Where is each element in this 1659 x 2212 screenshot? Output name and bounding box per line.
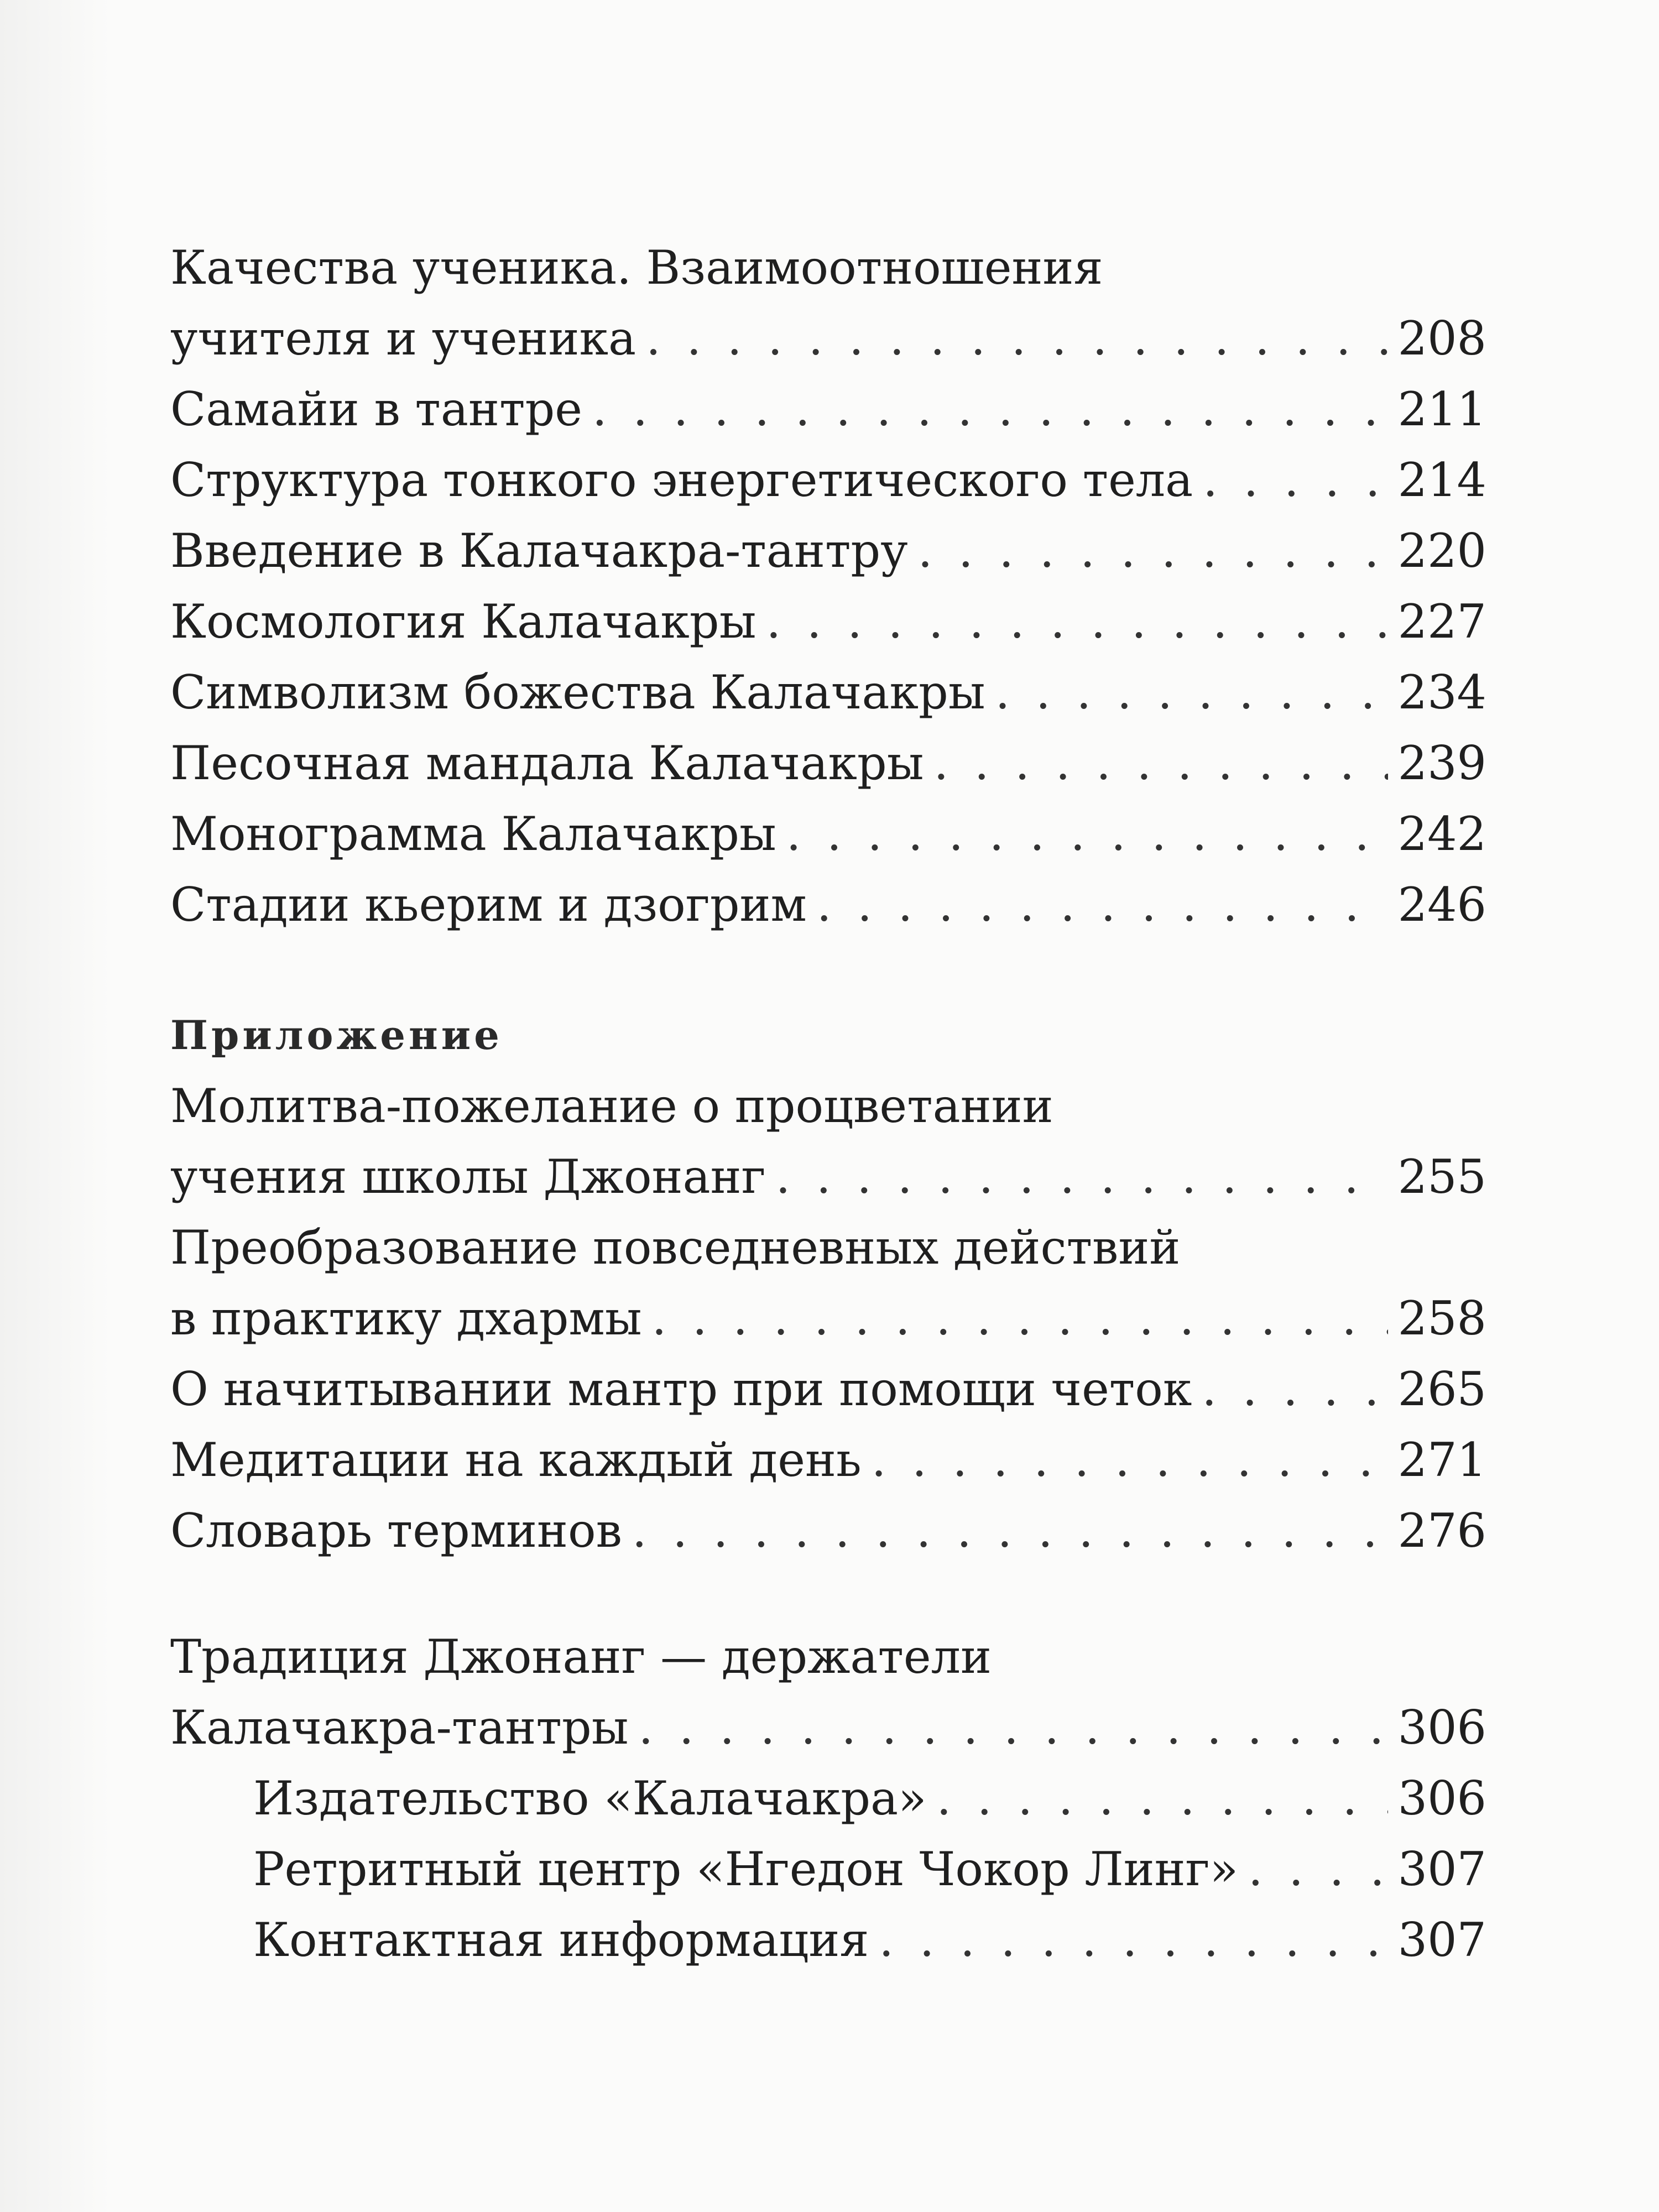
toc-entry-line1	[170, 1071, 1486, 1141]
toc-entry-title: Преобразование повседневных действий	[170, 1220, 1181, 1275]
toc-entry-title: Калачакра-тантры	[170, 1700, 629, 1755]
toc-entry	[170, 657, 1486, 728]
dot-leader	[652, 1283, 1388, 1354]
toc-entry	[170, 303, 1486, 374]
toc-page-number: 271	[1397, 1433, 1486, 1487]
toc-page-number: 265	[1397, 1362, 1486, 1416]
toc-page-number: 220	[1397, 524, 1486, 578]
toc-entry	[170, 869, 1486, 940]
toc-entry-line1	[170, 1212, 1486, 1283]
toc-entry	[170, 1425, 1486, 1495]
toc-entry-title: Традиция Джонанг — держатели	[170, 1630, 992, 1684]
toc-entry-title: Песочная мандала Калачакры	[170, 736, 924, 790]
dot-leader	[879, 1905, 1387, 1975]
toc-entry-title: Словарь терминов	[170, 1504, 622, 1558]
toc-page-number: 208	[1397, 311, 1486, 366]
toc-entry	[170, 1495, 1486, 1566]
toc-entry	[170, 799, 1486, 869]
dot-leader	[918, 515, 1388, 586]
toc-page-number: 214	[1397, 453, 1486, 507]
dot-leader	[872, 1425, 1388, 1495]
toc-page-number: 255	[1397, 1150, 1486, 1204]
toc-entry	[170, 728, 1486, 799]
page-edge-shadow	[0, 0, 111, 2212]
dot-leader	[937, 1763, 1388, 1834]
toc-entry-title: Молитва-пожелание о процветании	[170, 1079, 1053, 1133]
dot-leader	[592, 374, 1388, 445]
section-spacer	[170, 1566, 1486, 1621]
toc-entry-title: Стадии кьерим и дзогрим	[170, 878, 807, 932]
toc-page-number: 239	[1397, 736, 1486, 790]
toc-entry-title: Ретритный центр «Нгедон Чокор Линг»	[253, 1842, 1238, 1896]
toc-entry	[170, 374, 1486, 445]
toc-entry	[170, 1354, 1486, 1425]
dot-leader	[995, 657, 1388, 728]
toc-page-number: 306	[1397, 1700, 1486, 1755]
toc-entry-title: О начитывании мантр при помощи четок	[170, 1362, 1192, 1416]
toc-page-number: 258	[1397, 1291, 1486, 1345]
dot-leader	[646, 303, 1388, 374]
toc-entry-title: Самайи в тантре	[170, 382, 582, 436]
toc-entry-title: Контактная информация	[253, 1913, 869, 1967]
toc-entry-title: Введение в Калачакра-тантру	[170, 524, 908, 578]
toc-entry-title: учителя и ученика	[170, 311, 637, 366]
dot-leader	[1202, 1354, 1387, 1425]
dot-leader	[639, 1692, 1388, 1763]
dot-leader	[1203, 445, 1387, 515]
toc-entry-title: в практику дхармы	[170, 1291, 642, 1345]
toc-page-number: 211	[1397, 382, 1486, 436]
toc-page-number: 227	[1397, 594, 1486, 649]
section-heading-appendix: Приложение	[170, 1011, 503, 1058]
toc-entry-title: Структура тонкого энергетического тела	[170, 453, 1193, 507]
toc-entry	[170, 445, 1486, 515]
toc-entry-title: Космология Калачакры	[170, 594, 757, 649]
dot-leader	[1248, 1834, 1388, 1905]
dot-leader	[632, 1495, 1388, 1566]
toc-entry	[170, 1283, 1486, 1354]
section-spacer	[170, 940, 1486, 1000]
toc-page-number: 242	[1397, 807, 1486, 861]
toc-entry-title: Качества ученика. Взаимоотношения	[170, 241, 1103, 295]
toc-page-number: 246	[1397, 878, 1486, 932]
toc-subentry	[170, 1905, 1486, 1975]
toc-entry-title: Символизм божества Калачакры	[170, 665, 985, 719]
toc-entry	[170, 1692, 1486, 1763]
toc-subentry	[170, 1834, 1486, 1905]
dot-leader	[766, 586, 1387, 657]
toc-entry-line1	[170, 1621, 1486, 1692]
toc-entry	[170, 515, 1486, 586]
toc-entry-title: Издательство «Калачакра»	[253, 1771, 927, 1825]
toc-page-number: 306	[1397, 1771, 1486, 1825]
toc-page-number: 234	[1397, 665, 1486, 719]
dot-leader	[934, 728, 1388, 799]
dot-leader	[776, 1141, 1388, 1212]
dot-leader	[786, 799, 1388, 869]
toc-entry-title: Монограмма Калачакры	[170, 807, 776, 861]
toc-entry	[170, 1141, 1486, 1212]
toc-page-number: 307	[1397, 1913, 1486, 1967]
dot-leader	[817, 869, 1388, 940]
toc-subentry	[170, 1763, 1486, 1834]
toc-entry-line1	[170, 232, 1486, 303]
toc-entry	[170, 586, 1486, 657]
toc-page-number: 276	[1397, 1504, 1486, 1558]
table-of-contents	[170, 232, 1486, 1975]
toc-entry-title: Медитации на каждый день	[170, 1433, 862, 1487]
toc-entry-title: учения школы Джонанг	[170, 1150, 766, 1204]
toc-page-number: 307	[1397, 1842, 1486, 1896]
